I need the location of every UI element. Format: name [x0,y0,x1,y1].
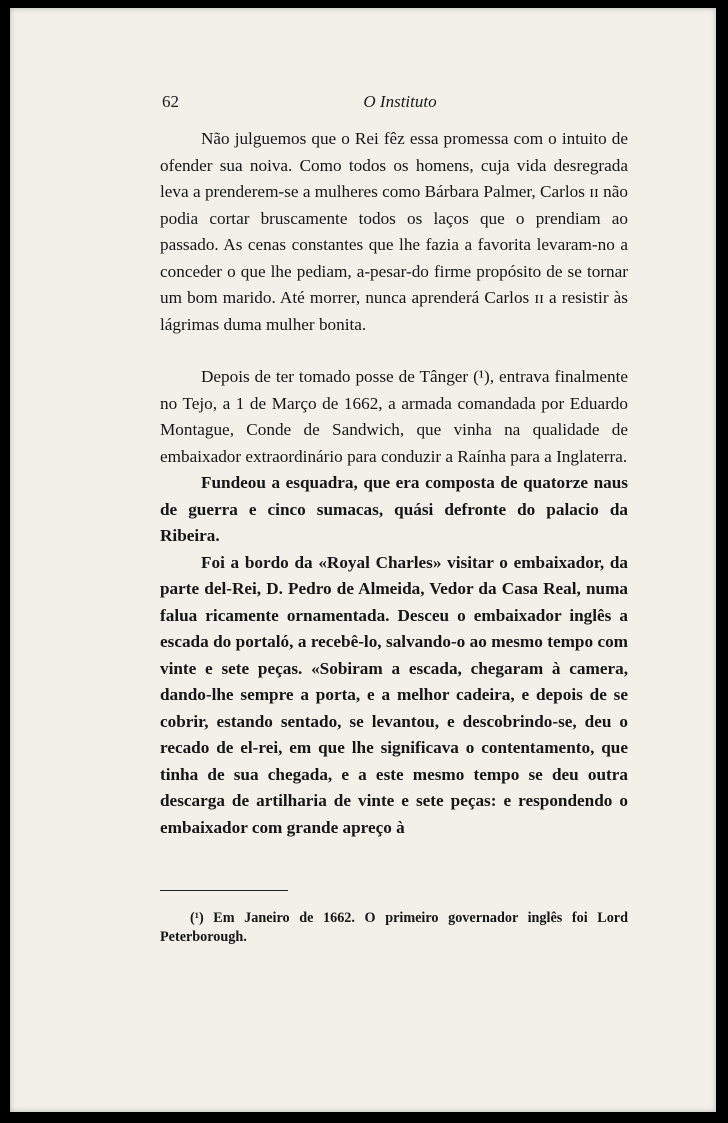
paragraph-1: Não julguemos que o Rei fêz essa promessa com o intuito de ofender sua noiva. Como todos os homens, cuja vida desregrada leva a prenderem-se a mulheres como Bárbara Palmer, Carlos ɪɪ não podia cortar bruscamente todos os laços que o prendiam ao passado. As cenas constantes que lhe fazia a favorita levaram-no a conceder o que lhe pediam, a-pesar-do firme propósito de se tornar um bom marido. Até morrer, nunca aprenderá Carlos ɪɪ a resistir às lágrimas duma mulher bonita. [160,129,628,334]
paragraph-2: Depois de ter tomado posse de Tânger (¹), entrava finalmente no Tejo, a 1 de Março de 1662, a armada comandada por Eduardo Montague, Conde de Sandwich, que vinha na qualidade de embaixador extraordinário para conduzir a Raínha para a Inglaterra. [160,367,628,466]
page-header [162,92,638,116]
body-text [160,126,628,841]
paragraph-3: Fundeou a esquadra, que era composta de quatorze naus de guerra e cinco sumacas, quási defronte do palacio da Ribeira. [160,473,628,545]
page-number: 62 [162,92,179,111]
footnote-rule [160,890,288,891]
paragraph-4: Foi a bordo da «Royal Charles» visitar o embaixador, da parte del-Rei, D. Pedro de Almeida, Vedor da Casa Real, numa falua ricamente ornamentada. Desceu o embaixador inglês a escada do portaló, a recebê-lo, salvando-o ao mesmo tempo com vinte e sete peças. «Sobiram a escada, chegaram à camera, dando-lhe sempre a porta, e a melhor cadeira, e depois de se cobrir, estando sentado, se levantou, e descobrindo-se, deu o recado de el-rei, em que lhe significava o contentamento, que tinha de sua chegada, e a este mesmo tempo se deu outra descarga de artilharia de vinte e sete peças: e respondendo o embaixador com grande apreço à [160,552,628,837]
running-title: O Instituto [363,92,437,111]
footnote-text: (¹) Em Janeiro de 1662. O primeiro governador inglês foi Lord Peterborough. [160,910,628,945]
footnote [160,909,628,947]
